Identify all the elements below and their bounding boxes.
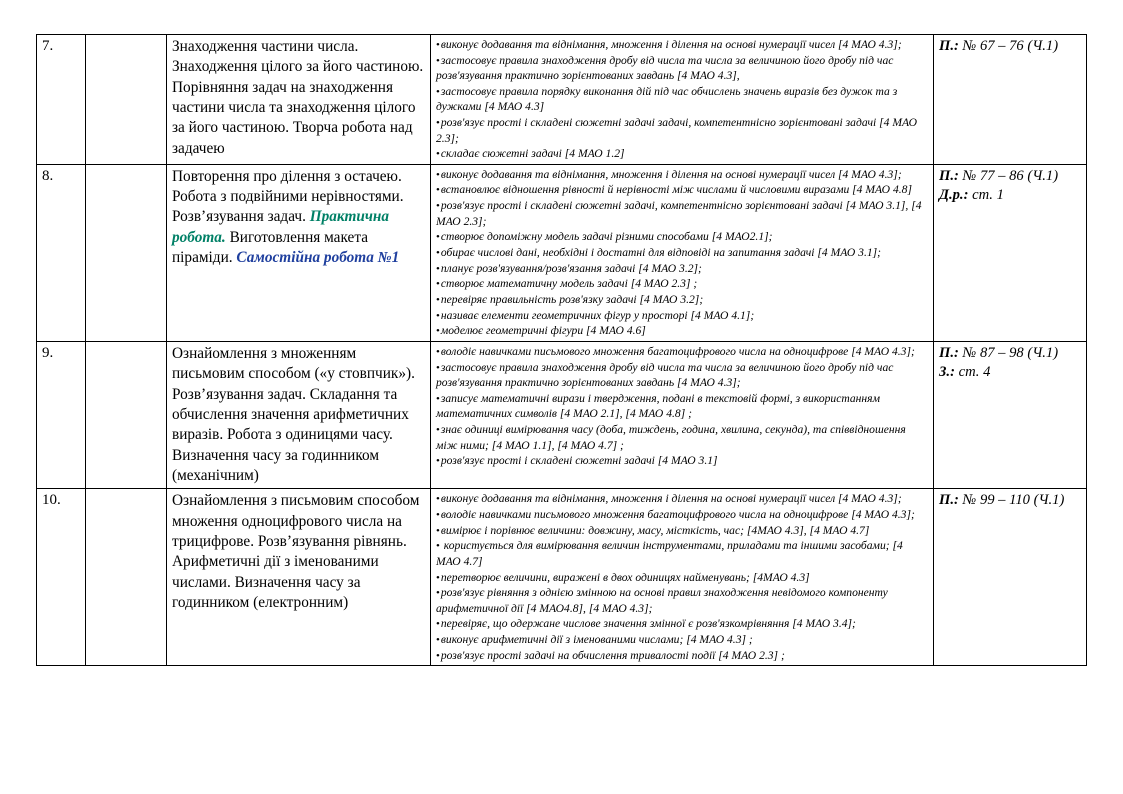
reference-key: П.: <box>939 167 959 184</box>
lesson-number-cell: 8. <box>37 164 86 341</box>
outcome-item: • обирає числові дані, необхідні і достатні для відповіді на запитання задачі [4 МАО 3.1]; <box>436 245 929 261</box>
learning-outcomes-cell <box>431 341 934 488</box>
outcome-item: • перевіряє, що одержане числове значення змінної є розв'язкомрівняння [4 МАО 3.4]; <box>436 616 929 632</box>
outcome-item: • розв'язує прості і складені сюжетні задачі, компетентнісно зорієнтовані задачі [4 МАО 3.1], [4 МАО 2.3]; <box>436 198 929 229</box>
reference-value: № 67 – 76 (Ч.1) <box>962 38 1059 54</box>
table-row <box>37 341 1087 488</box>
practical-work-label: Практична робота. <box>172 208 390 246</box>
lesson-date-cell[interactable] <box>86 489 167 666</box>
learning-outcomes-cell <box>431 35 934 165</box>
reference-cell <box>934 35 1087 165</box>
outcome-item: • користується для вимірювання величин інструментами, приладами та іншими засобами; [4 МАО 4.7] <box>436 538 929 569</box>
reference-key: Д.р.: <box>939 186 969 203</box>
outcome-item: • створює математичну модель задачі [4 МАО 2.3] ; <box>436 276 929 292</box>
lesson-topic-cell <box>167 35 431 165</box>
reference-key: П.: <box>939 492 959 509</box>
outcome-item: • застосовує правила знаходження дробу від числа та числа за величиною його дробу під час розв'язування практично зорієнтованих завдань [4 МАО 4.3]; <box>436 360 929 391</box>
lesson-topic-cell <box>167 489 431 666</box>
outcome-item: • перевіряє правильність розв'язку задачі [4 МАО 3.2]; <box>436 292 929 308</box>
outcome-item: • володіє навичками письмового множення багатоцифрового числа на одноцифрове [4 МАО 4.3]; <box>436 507 929 523</box>
reference-value: № 87 – 98 (Ч.1) <box>962 344 1059 361</box>
reference-cell <box>934 341 1087 488</box>
table-row <box>37 35 1087 165</box>
lesson-topic-cell <box>167 341 431 488</box>
outcome-item: • встановлює відношення рівності й нерівності між числами й числовими виразами [4 МАО 4.8] <box>436 182 929 198</box>
outcome-item: • виконує арифметичні дії з іменованими числами; [4 МАО 4.3] ; <box>436 632 929 648</box>
reference-key: З.: <box>939 363 955 380</box>
outcome-item: • називає елементи геометричних фігур у просторі [4 МАО 4.1]; <box>436 308 929 324</box>
outcome-item: • записує математичні вирази і твердження, подані в текстовій формі, з використанням математичних символів [4 МАО 2.1], [4 МАО 4.8] ; <box>436 391 929 422</box>
outcome-item: • володіє навичками письмового множення багатоцифрового числа на одноцифрове [4 МАО 4.3]; <box>436 344 929 360</box>
reference-item <box>939 186 1082 205</box>
outcome-item: • створює допоміжну модель задачі різними способами [4 МАО2.1]; <box>436 229 929 245</box>
topic-segment: Повторення про ділення з остачею. Робота з подвійними нерівностями. Розв’язування задач. <box>172 167 404 226</box>
lesson-date-cell[interactable] <box>86 164 167 341</box>
learning-outcomes-cell <box>431 489 934 666</box>
outcome-item: • розв'язує прості і складені сюжетні задачі задачі, компетентнісно зорієнтовані задачі [4 МАО 2.3]; <box>436 115 929 146</box>
outcome-item: • знає одиниці вимірювання часу (доба, тиждень, година, хвилина, секунда), та співвідношення між ними; [4 МАО 1.1], [4 МАО 4.7] ; <box>436 422 929 453</box>
table-row <box>37 489 1087 666</box>
lesson-date-cell[interactable] <box>86 341 167 488</box>
reference-item <box>939 363 1082 382</box>
lesson-date-cell[interactable] <box>86 35 167 165</box>
outcome-item: • виконує додавання та віднімання, множення і ділення на основі нумерації чисел [4 МАО 4.3]; <box>436 491 929 507</box>
reference-item <box>939 167 1082 186</box>
reference-cell <box>934 164 1087 341</box>
outcome-item: • моделює геометричні фігури [4 МАО 4.6] <box>436 323 929 339</box>
outcome-item: • розв'язує прості задачі на обчислення тривалості події [4 МАО 2.3] ; <box>436 648 929 664</box>
lesson-plan-body <box>37 35 1087 666</box>
independent-work-label: Самостійна робота №1 <box>236 249 400 267</box>
lesson-number-cell: 10. <box>37 489 86 666</box>
outcome-item: • розв'язує прості і складені сюжетні задачі [4 МАО 3.1] <box>436 453 929 469</box>
outcome-item: • виконує додавання та віднімання, множення і ділення на основі нумерації чисел [4 МАО 4.3]; <box>436 37 929 53</box>
topic-segment: Ознайомлення з множенням письмовим способом («у стовпчик»). Розв’язування задач. Складання та обчислення значення арифметичних виразів. Робота з одиницями часу. Визначення часу за годинником (механічним) <box>172 344 415 485</box>
lesson-plan-table <box>36 34 1087 666</box>
reference-value: ст. 1 <box>972 186 1004 203</box>
reference-item <box>939 37 1082 56</box>
outcome-item: • розв'язує рівняння з однією змінною на основі правил знаходження невідомого компоненту арифметичної дії [4 МАО4.8], [4 МАО 4.3]; <box>436 585 929 616</box>
outcome-item: • виконує додавання та віднімання, множення і ділення на основі нумерації чисел [4 МАО 4.3]; <box>436 167 929 183</box>
reference-value: № 99 – 110 (Ч.1) <box>962 492 1065 509</box>
outcome-item: • застосовує правила знаходження дробу від числа та числа за величиною його дробу під час розв'язування практично зорієнтованих завдань [4 МАО 4.3], <box>436 53 929 84</box>
reference-key: П.: <box>939 344 959 361</box>
lesson-number-cell: 7. <box>37 35 86 165</box>
outcome-item: • застосовує правила порядку виконання дій під час обчислень значень виразів без дужок та з дужками [4 МАО 4.3] <box>436 84 929 115</box>
reference-cell <box>934 489 1087 666</box>
reference-item <box>939 491 1082 510</box>
lesson-number-cell: 9. <box>37 341 86 488</box>
topic-segment: Ознайомлення з письмовим способом множення одноцифрового числа на трицифрове. Розв’язування рівнянь. Арифметичні дії з іменованими числами. Визначення часу за годинником (електронним) <box>172 492 420 612</box>
lesson-topic-cell <box>167 164 431 341</box>
reference-item <box>939 344 1082 363</box>
reference-value: ст. 4 <box>958 363 991 380</box>
reference-value: № 77 – 86 (Ч.1) <box>962 167 1059 184</box>
topic-segment: Знаходження частини числа. Знаходження цілого за його частиною. Порівняння задач на знаходження частини числа та знаходження цілого за його частиною. Творча робота над задачею <box>172 38 424 157</box>
table-row <box>37 164 1087 341</box>
topic-segment: Виготовлення макета піраміди. <box>172 228 368 267</box>
outcome-item: • складає сюжетні задачі [4 МАО 1.2] <box>436 146 929 162</box>
learning-outcomes-cell <box>431 164 934 341</box>
reference-key: П.: <box>939 38 959 54</box>
outcome-item: • вимірює і порівнює величини: довжину, масу, місткість, час; [4МАО 4.3], [4 МАО 4.7] <box>436 523 929 539</box>
outcome-item: • планує розв'язування/розв'язання задачі [4 МАО 3.2]; <box>436 261 929 277</box>
outcome-item: • перетворює величини, виражені в двох одиницях найменувань; [4МАО 4.3] <box>436 570 929 586</box>
